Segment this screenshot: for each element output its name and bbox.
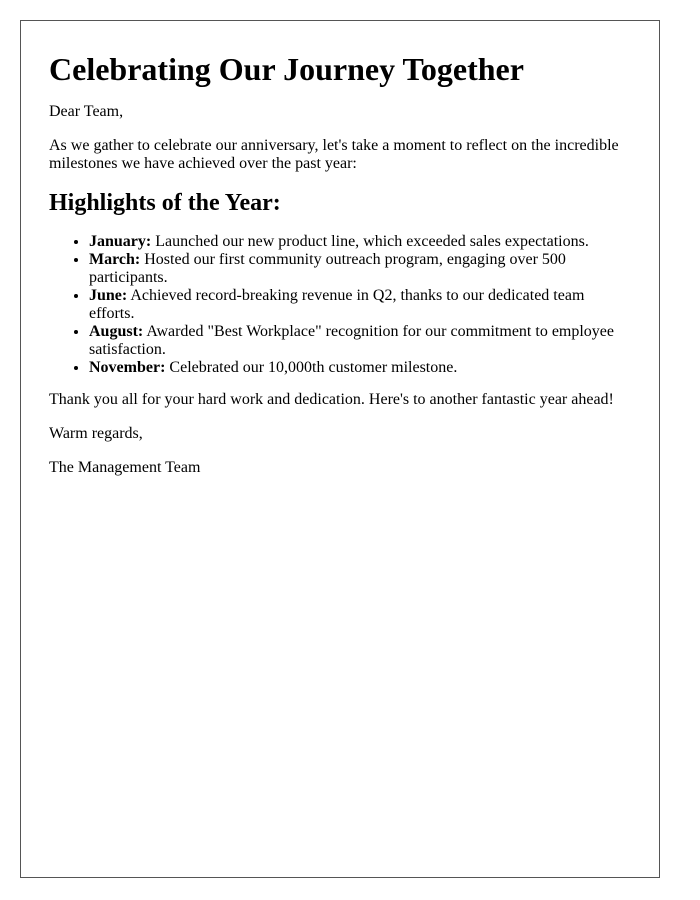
highlight-text: Launched our new product line, which exceeded sales expectations. [151,233,589,250]
closing-line: Warm regards, [49,425,143,442]
highlight-text: Awarded "Best Workplace" recognition for our commitment to employee satisfaction. [89,323,615,358]
highlight-text: Achieved record-breaking revenue in Q2, thanks to our dedicated team efforts. [89,287,585,322]
letter-content [21,21,659,477]
highlight-item [89,233,631,251]
highlight-month: November: [89,359,166,376]
letter-title: Celebrating Our Journey Together [49,51,524,87]
highlight-month: June: [89,287,128,304]
highlight-month: August: [89,323,144,340]
highlight-item [89,251,631,287]
signature: The Management Team [49,459,201,476]
highlight-text: Celebrated our 10,000th customer milestone. [165,359,458,376]
highlight-month: January: [89,233,152,250]
highlights-list [49,233,631,377]
highlight-item [89,287,631,323]
highlight-month: March: [89,251,141,268]
highlights-heading: Highlights of the Year: [49,190,281,216]
greeting: Dear Team, [49,103,124,120]
letter-page [20,20,660,878]
thanks-paragraph: Thank you all for your hard work and dedication. Here's to another fantastic year ahead! [49,391,614,408]
highlight-item [89,323,631,359]
highlight-item [89,359,631,377]
highlight-text: Hosted our first community outreach program, engaging over 500 participants. [89,251,566,286]
intro-paragraph: As we gather to celebrate our anniversary, let's take a moment to reflect on the incredible milestones we have achieved over the past year: [49,137,619,172]
